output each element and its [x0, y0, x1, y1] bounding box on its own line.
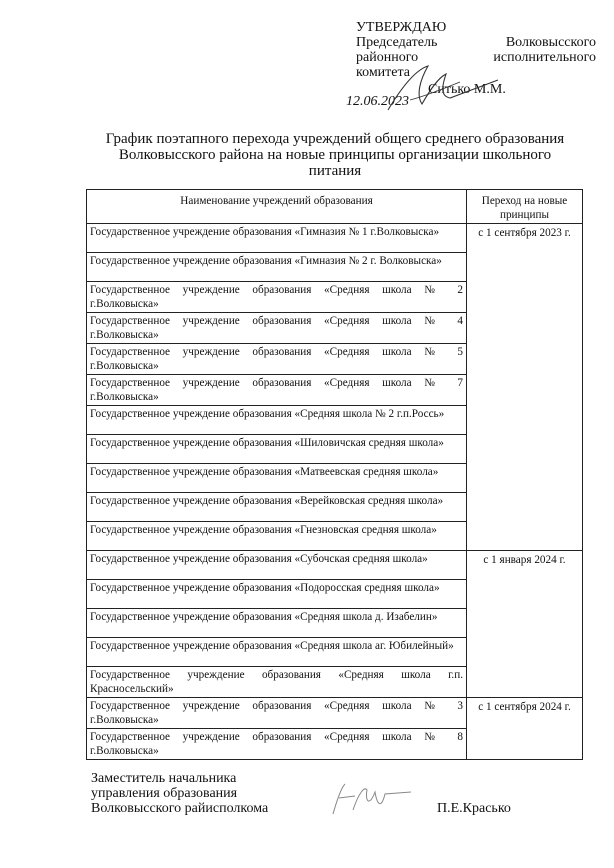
- footer-signer: П.Е.Красько: [437, 801, 511, 816]
- handwritten-signature-top: [380, 60, 500, 115]
- institution-name: Государственное учреждение образования «Средняя школа г.п. Красносельский»: [87, 667, 467, 698]
- document-title: График поэтапного перехода учреждений общего среднего образования Волковысского района на новые принципы организации школьного питания: [105, 131, 565, 179]
- institution-name: Государственное учреждение образования «Средняя школа № 2 г.Волковыска»: [87, 282, 467, 313]
- institution-name: Государственное учреждение образования «Подоросская средняя школа»: [87, 580, 467, 609]
- institution-name: Государственное учреждение образования «Гимназия № 2 г. Волковыска»: [87, 253, 467, 282]
- approval-line-1: [356, 35, 596, 50]
- footer-line-3: Волковысского райисполкома: [91, 801, 269, 816]
- transition-date: с 1 января 2024 г.: [467, 551, 583, 698]
- institution-name: Государственное учреждение образования «Средняя школа № 7 г.Волковыска»: [87, 375, 467, 406]
- institution-name: Государственное учреждение образования «Средняя школа № 4 г.Волковыска»: [87, 313, 467, 344]
- institution-name: Государственное учреждение образования «Средняя школа д. Изабелин»: [87, 609, 467, 638]
- column-header-transition: Переход на новые принципы: [467, 190, 583, 224]
- institution-name: Государственное учреждение образования «Шиловичская средняя школа»: [87, 435, 467, 464]
- institution-name: Государственное учреждение образования «Средняя школа № 2 г.п.Россь»: [87, 406, 467, 435]
- column-header-institution: Наименование учреждений образования: [87, 190, 467, 224]
- approval-line-2-left: районного: [356, 50, 419, 65]
- footer-line-2: управления образования: [91, 786, 238, 801]
- schedule-table: [86, 189, 583, 760]
- table-row: [87, 551, 583, 580]
- approval-line-1-right: Волковысского: [505, 35, 596, 50]
- institution-name: Государственное учреждение образования «Субочская средняя школа»: [87, 551, 467, 580]
- footer-line-1: Заместитель начальника: [91, 771, 237, 786]
- approval-date: 12.06.2023: [346, 94, 409, 109]
- approval-line-2-right: исполнительного: [493, 50, 596, 65]
- institution-name: Государственное учреждение образования «Гнезновская средняя школа»: [87, 522, 467, 551]
- table-row: [87, 698, 583, 729]
- transition-date: с 1 сентября 2023 г.: [467, 224, 583, 551]
- institution-name: Государственное учреждение образования «Верейковская средняя школа»: [87, 493, 467, 522]
- institution-name: Государственное учреждение образования «Матвеевская средняя школа»: [87, 464, 467, 493]
- table-row: [87, 224, 583, 253]
- approval-line-1-left: Председатель: [356, 35, 438, 50]
- institution-name: Государственное учреждение образования «Средняя школа № 3 г.Волковыска»: [87, 698, 467, 729]
- table-header-row: [87, 190, 583, 224]
- approval-heading: УТВЕРЖДАЮ: [356, 20, 447, 35]
- handwritten-signature-bottom: [325, 780, 415, 820]
- approval-line-3: комитета: [356, 65, 411, 80]
- table-body: [87, 224, 583, 760]
- institution-name: Государственное учреждение образования «Средняя школа № 5 г.Волковыска»: [87, 344, 467, 375]
- institution-name: Государственное учреждение образования «Средняя школа № 8 г.Волковыска»: [87, 729, 467, 760]
- institution-name: Государственное учреждение образования «Гимназия № 1 г.Волковыска»: [87, 224, 467, 253]
- institution-name: Государственное учреждение образования «Средняя школа аг. Юбилейный»: [87, 638, 467, 667]
- transition-date: с 1 сентября 2024 г.: [467, 698, 583, 760]
- footer-position: [91, 771, 268, 816]
- approval-signer: Ситько М.М.: [428, 82, 506, 97]
